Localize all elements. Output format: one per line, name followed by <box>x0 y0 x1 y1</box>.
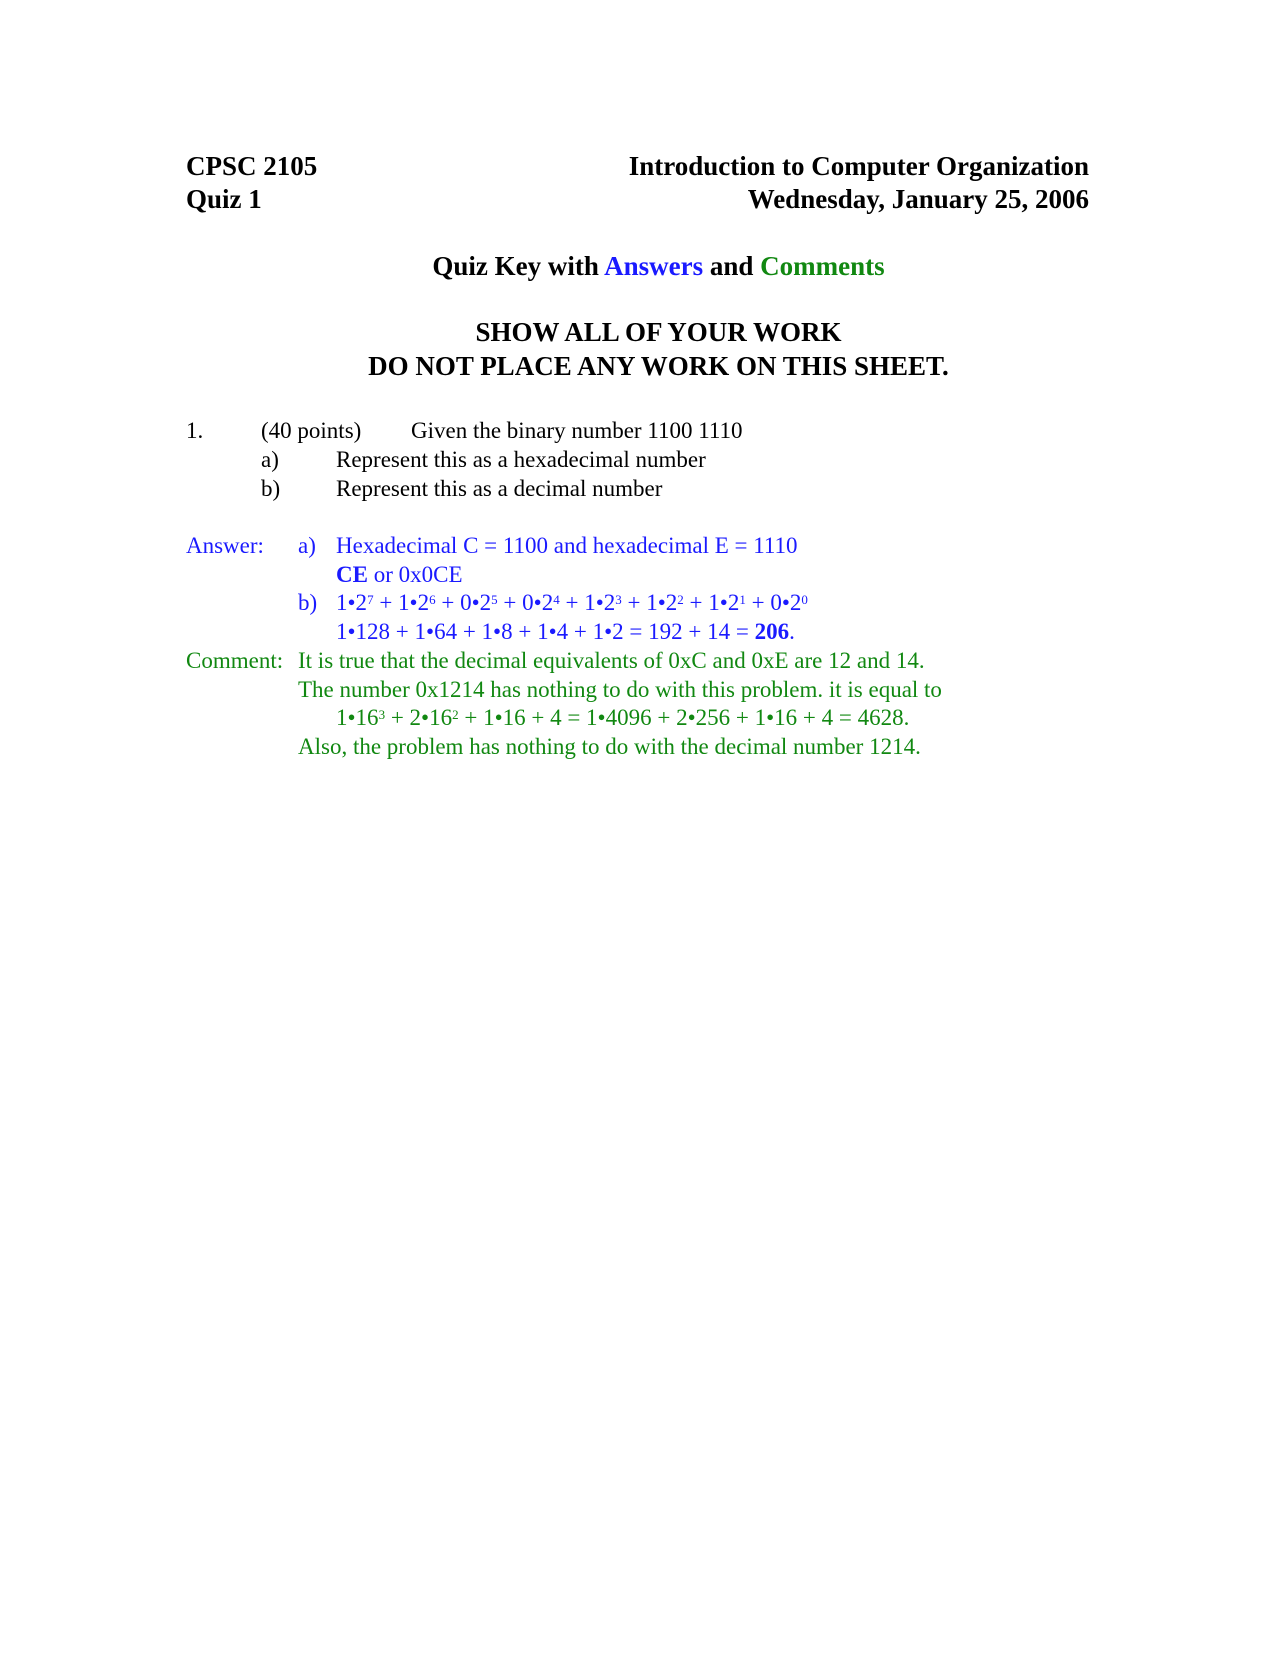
plus-sign: + <box>683 590 709 615</box>
answer-b-line-1 <box>336 589 808 617</box>
power-term-base: 1•2 <box>336 590 368 615</box>
power-term-base: 0•2 <box>770 590 802 615</box>
instruction-line-1: SHOW ALL OF YOUR WORK <box>475 317 842 347</box>
power-term <box>770 590 808 615</box>
comment-exp-a: 3 <box>378 707 386 722</box>
plus-sign: + <box>435 590 461 615</box>
answer-a-line-1: Hexadecimal C = 1100 and hexadecimal E = 1110 <box>336 533 798 558</box>
power-term-base: 0•2 <box>522 590 554 615</box>
plus-sign: + <box>559 590 585 615</box>
comment-expansion-a: 1•16 <box>336 705 379 730</box>
plus-sign: + <box>621 590 647 615</box>
power-term-exponent: 7 <box>367 592 374 607</box>
question-prompt: Given the binary number 1100 1110 <box>411 418 743 443</box>
part-a-text: Represent this as a hexadecimal number <box>336 447 706 472</box>
key-title-middle: and <box>703 251 761 281</box>
power-term <box>584 590 622 615</box>
answer-a-rest: or 0x0CE <box>367 562 463 587</box>
plus-sign: + <box>745 590 771 615</box>
power-term <box>336 590 374 615</box>
key-title <box>0 250 1280 283</box>
key-title-prefix: Quiz Key with <box>432 251 605 281</box>
comment-label: Comment: <box>186 648 284 673</box>
comment-line-3 <box>336 704 909 732</box>
instruction-line-2: DO NOT PLACE ANY WORK ON THIS SHEET. <box>368 351 949 381</box>
plus-sign: + <box>373 590 399 615</box>
power-term <box>708 590 746 615</box>
comment-expansion-c: + 1•16 + 4 = 1•4096 + 2•256 + 1•16 + 4 = 4628. <box>458 705 910 730</box>
part-a-label: a) <box>261 447 279 472</box>
power-term-exponent: 1 <box>739 592 746 607</box>
course-code: CPSC 2105 <box>186 151 318 181</box>
power-term <box>460 590 498 615</box>
quiz-number: Quiz 1 <box>186 184 262 214</box>
part-b-label: b) <box>261 476 281 501</box>
answer-b-line-2 <box>336 618 795 646</box>
answer-a-label: a) <box>298 533 316 558</box>
course-title: Introduction to Computer Organization <box>628 151 1089 181</box>
key-title-answers: Answers <box>604 251 704 281</box>
power-term-exponent: 3 <box>615 592 622 607</box>
answer-a-line-2 <box>336 561 463 589</box>
power-term <box>646 590 684 615</box>
comment-line-1: It is true that the decimal equivalents of 0xC and 0xE are 12 and 14. <box>298 648 925 673</box>
power-term-base: 0•2 <box>460 590 492 615</box>
comment-line-2: The number 0x1214 has nothing to do with this problem. it is equal to <box>298 677 942 702</box>
power-term-exponent: 5 <box>491 592 498 607</box>
power-term <box>398 590 436 615</box>
answer-b-period: . <box>789 619 795 644</box>
comment-exp-b: 2 <box>452 707 459 722</box>
comment-expansion-b: + 2•16 <box>385 705 453 730</box>
power-term-exponent: 0 <box>801 592 808 607</box>
power-term-base: 1•2 <box>584 590 616 615</box>
answer-b-label: b) <box>298 590 318 615</box>
power-term-base: 1•2 <box>646 590 678 615</box>
power-term-exponent: 6 <box>429 592 436 607</box>
key-title-comments: Comments <box>760 251 885 281</box>
answer-b-result: 206 <box>754 619 790 644</box>
power-term-exponent: 2 <box>677 592 684 607</box>
comment-line-4: Also, the problem has nothing to do with the decimal number 1214. <box>298 734 921 759</box>
power-term <box>522 590 560 615</box>
part-b-text: Represent this as a decimal number <box>336 476 663 501</box>
question-number: 1. <box>186 418 204 443</box>
quiz-date: Wednesday, January 25, 2006 <box>747 184 1089 214</box>
answer-a-bold: CE <box>336 562 368 587</box>
answer-label: Answer: <box>186 533 264 558</box>
power-term-base: 1•2 <box>708 590 740 615</box>
answer-b-sum: 1•128 + 1•64 + 1•8 + 1•4 + 1•2 = 192 + 14 = <box>336 619 755 644</box>
plus-sign: + <box>497 590 523 615</box>
power-term-exponent: 4 <box>553 592 560 607</box>
power-term-base: 1•2 <box>398 590 430 615</box>
question-points: (40 points) <box>261 418 362 443</box>
